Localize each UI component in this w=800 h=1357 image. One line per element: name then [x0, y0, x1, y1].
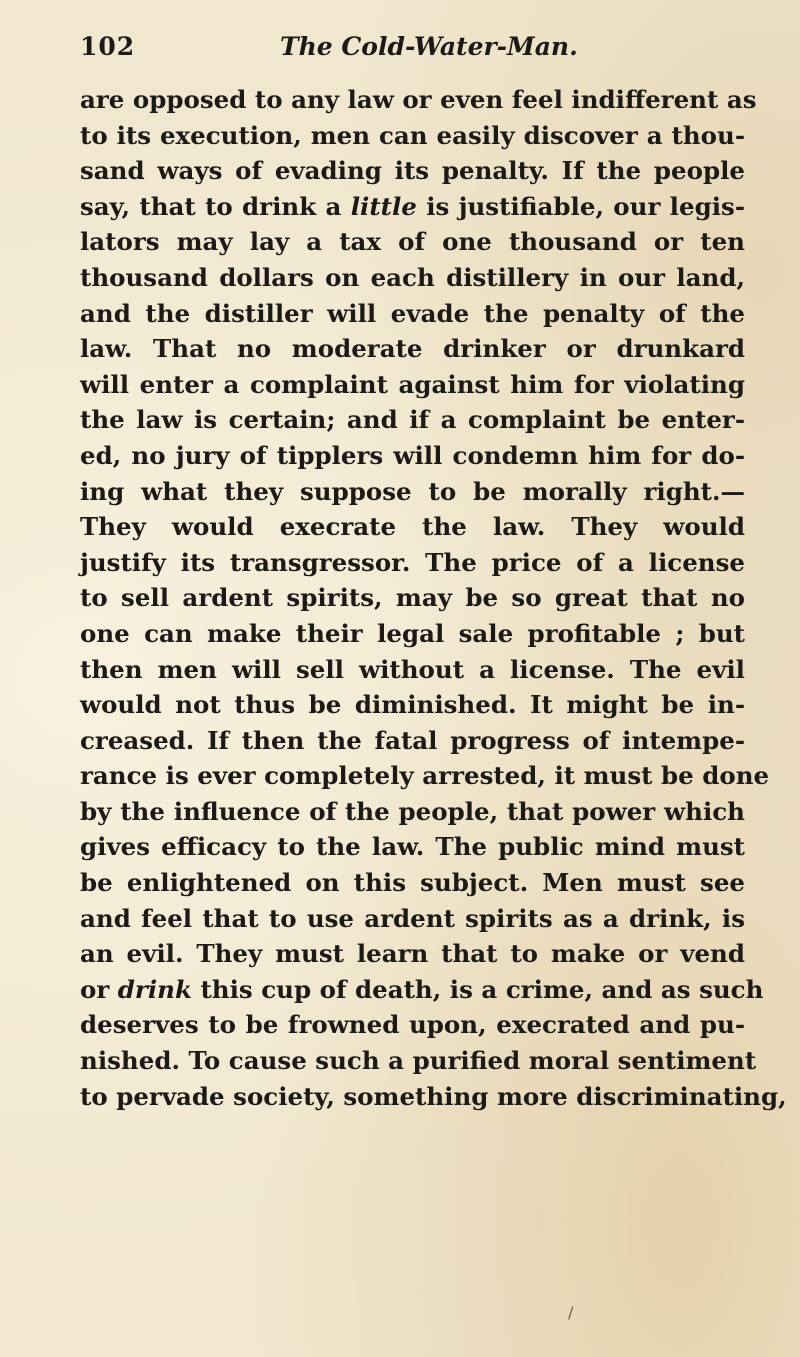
text-line: an evil. They must learn that to make or vend: [80, 939, 745, 969]
text-line: thousand dollars on each distillery in our land,: [80, 262, 745, 292]
text-line: ed, no jury of tipplers will condemn him for do-: [80, 440, 745, 470]
body-text: [80, 82, 787, 1114]
text-line: and feel that to use ardent spirits as a drink, is: [80, 903, 745, 933]
italic-word: drink: [117, 974, 192, 1004]
text-line: are opposed to any law or even feel indifferent as: [80, 85, 757, 114]
footer-mark: /: [568, 1303, 574, 1322]
text-line: one can make their legal sale profitable ; but: [80, 618, 745, 648]
text-line: creased. If then the fatal progress of intempe-: [80, 725, 745, 755]
text-line: would not thus be diminished. It might be in-: [80, 690, 745, 720]
text-line: lators may lay a tax of one thousand or ten: [80, 227, 745, 257]
text-line: to pervade society, something more discriminating,: [80, 1081, 787, 1111]
text-line: by the influence of the people, that power which: [80, 796, 745, 826]
text-line: be enlightened on this subject. Men must see: [80, 868, 745, 898]
text-line: law. That no moderate drinker or drunkard: [80, 334, 745, 364]
text-line: then men will sell without a license. The evil: [80, 654, 745, 684]
italic-word: little: [350, 191, 417, 221]
text-line: say, that to drink a little is justifiable, our legis-: [80, 191, 745, 221]
text-line: justify its transgressor. The price of a license: [80, 547, 745, 577]
text-line: ing what they suppose to be morally right.—: [80, 476, 745, 506]
text-line: the law is certain; and if a complaint be enter-: [80, 405, 745, 435]
text-line: will enter a complaint against him for violating: [80, 369, 745, 399]
text-line: to sell ardent spirits, may be so great that no: [80, 583, 745, 613]
page-number: 102: [80, 32, 136, 61]
running-title: The Cold-Water-Man.: [280, 32, 578, 61]
text-line: gives efficacy to the law. The public mind must: [80, 832, 745, 862]
text-line: to its execution, men can easily discover a thou-: [80, 120, 745, 150]
text-line: and the distiller will evade the penalty of the: [80, 298, 745, 328]
text-line: rance is ever completely arrested, it must be done: [80, 761, 770, 791]
text-line: or drink this cup of death, is a crime, and as such: [80, 974, 764, 1004]
text-line: deserves to be frowned upon, execrated and pu-: [80, 1010, 745, 1040]
text-line: nished. To cause such a purified moral sentiment: [80, 1046, 757, 1076]
text-line: They would execrate the law. They would: [80, 512, 745, 542]
text-line: sand ways of evading its penalty. If the people: [80, 156, 745, 186]
page-header: [80, 32, 740, 72]
